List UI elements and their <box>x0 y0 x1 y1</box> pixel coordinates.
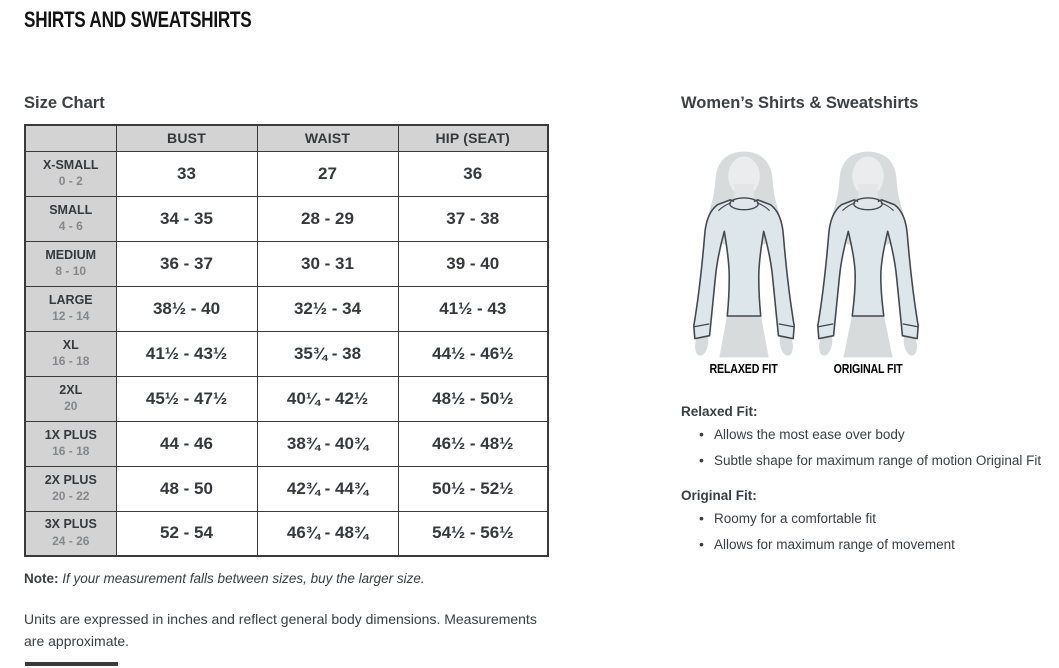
hip-cell: 54½ - 56½ <box>398 511 548 556</box>
waist-cell: 40¼ - 42½ <box>257 376 398 421</box>
table-row <box>25 331 548 376</box>
fit-bullet-item: • Roomy for a comfortable fit <box>714 510 1051 528</box>
size-label-cell <box>25 196 116 241</box>
table-row <box>25 376 548 421</box>
size-range: 16 - 18 <box>52 354 90 369</box>
waist-cell: 35¾ - 38 <box>257 331 398 376</box>
table-header-row <box>25 125 548 151</box>
waist-cell: 42¾ - 44¾ <box>257 466 398 511</box>
table-row <box>25 511 548 556</box>
size-range: 16 - 18 <box>52 444 90 459</box>
bust-cell: 38½ - 40 <box>116 286 257 331</box>
size-range: 20 - 22 <box>52 489 90 504</box>
size-range: 12 - 14 <box>52 309 90 324</box>
size-label-cell <box>25 286 116 331</box>
waist-cell: 27 <box>257 151 398 196</box>
bust-cell: 44 - 46 <box>116 421 257 466</box>
bust-cell: 34 - 35 <box>116 196 257 241</box>
size-label-cell <box>25 241 116 286</box>
column-header-hip: HIP (SEAT) <box>398 125 548 151</box>
column-header-waist: WAIST <box>257 125 398 151</box>
bust-cell: 48 - 50 <box>116 466 257 511</box>
waist-cell: 38¾ - 40¾ <box>257 421 398 466</box>
size-name: X-SMALL <box>42 157 99 172</box>
bust-cell: 45½ - 47½ <box>116 376 257 421</box>
relaxed-fit-description-heading: Relaxed Fit: <box>681 404 758 419</box>
original-fit-description <box>681 488 1051 553</box>
relaxed-fit-label: RELAXED FIT <box>709 361 779 376</box>
size-label-cell <box>25 151 116 196</box>
fit-bullet-item: • Subtle shape for maximum range of motion Original Fit <box>714 452 1051 470</box>
table-row <box>25 286 548 331</box>
size-label-cell <box>25 511 116 556</box>
size-chart-table <box>24 124 549 557</box>
original-fit-description-heading: Original Fit: <box>681 488 757 504</box>
fit-bullet-item: • Allows for maximum range of movement <box>714 536 1051 554</box>
size-name: SMALL <box>49 202 93 217</box>
waist-cell: 46¾ - 48¾ <box>257 511 398 556</box>
table-row <box>25 196 548 241</box>
size-range: 20 <box>64 399 78 414</box>
waist-cell: 30 - 31 <box>257 241 398 286</box>
size-name: MEDIUM <box>45 247 97 262</box>
hip-cell: 37 - 38 <box>398 196 548 241</box>
fit-descriptions <box>681 404 1051 561</box>
relaxed-fit-description <box>681 404 1051 469</box>
fits-heading: Women’s Shirts & Sweatshirts <box>681 94 919 112</box>
size-label-cell <box>25 331 116 376</box>
size-range: 0 - 2 <box>58 174 83 189</box>
next-table-top-edge <box>25 662 118 666</box>
size-name: 2X PLUS <box>44 472 97 487</box>
fit-figures <box>682 148 930 378</box>
size-label-cell <box>25 376 116 421</box>
hip-cell: 46½ - 48½ <box>398 421 548 466</box>
bust-cell: 52 - 54 <box>116 511 257 556</box>
relaxed-fit-illustration-icon <box>682 148 806 358</box>
size-label-cell <box>25 466 116 511</box>
original-fit-label: ORIGINAL FIT <box>833 361 903 376</box>
units-text: Units are expressed in inches and reflect general body dimensions. Measurements are approximate. <box>24 611 537 650</box>
size-name: XL <box>62 337 79 352</box>
hip-cell: 44½ - 46½ <box>398 331 548 376</box>
bust-cell: 41½ - 43½ <box>116 331 257 376</box>
size-name: LARGE <box>48 292 93 307</box>
table-row <box>25 421 548 466</box>
note-label: Note: <box>24 571 59 586</box>
page-title: SHIRTS AND SWEATSHIRTS <box>24 7 252 32</box>
original-fit-bullet-list <box>681 510 1051 553</box>
table-row <box>25 466 548 511</box>
note-text: If your measurement falls between sizes, buy the larger size. <box>58 571 425 586</box>
hip-cell: 48½ - 50½ <box>398 376 548 421</box>
column-header-bust: BUST <box>116 125 257 151</box>
original-fit-figure <box>806 148 930 378</box>
size-name: 3X PLUS <box>44 517 97 532</box>
table-row <box>25 241 548 286</box>
waist-cell: 32½ - 34 <box>257 286 398 331</box>
table-row <box>25 151 548 196</box>
size-name: 2XL <box>59 382 83 397</box>
hip-cell: 50½ - 52½ <box>398 466 548 511</box>
size-range: 4 - 6 <box>58 219 83 234</box>
size-chart-heading: Size Chart <box>24 94 105 112</box>
size-name: 1X PLUS <box>44 427 97 442</box>
size-range: 8 - 10 <box>55 264 87 279</box>
bust-cell: 36 - 37 <box>116 241 257 286</box>
note-line <box>24 571 425 586</box>
fit-bullet-item: • Allows the most ease over body <box>714 426 1051 444</box>
hip-cell: 41½ - 43 <box>398 286 548 331</box>
hip-cell: 39 - 40 <box>398 241 548 286</box>
size-range: 24 - 26 <box>52 534 90 549</box>
size-label-cell <box>25 421 116 466</box>
bust-cell: 33 <box>116 151 257 196</box>
original-fit-illustration-icon <box>806 148 930 358</box>
hip-cell: 36 <box>398 151 548 196</box>
waist-cell: 28 - 29 <box>257 196 398 241</box>
relaxed-fit-bullet-list <box>681 426 1051 469</box>
corner-cell <box>25 125 116 151</box>
relaxed-fit-figure <box>682 148 806 378</box>
